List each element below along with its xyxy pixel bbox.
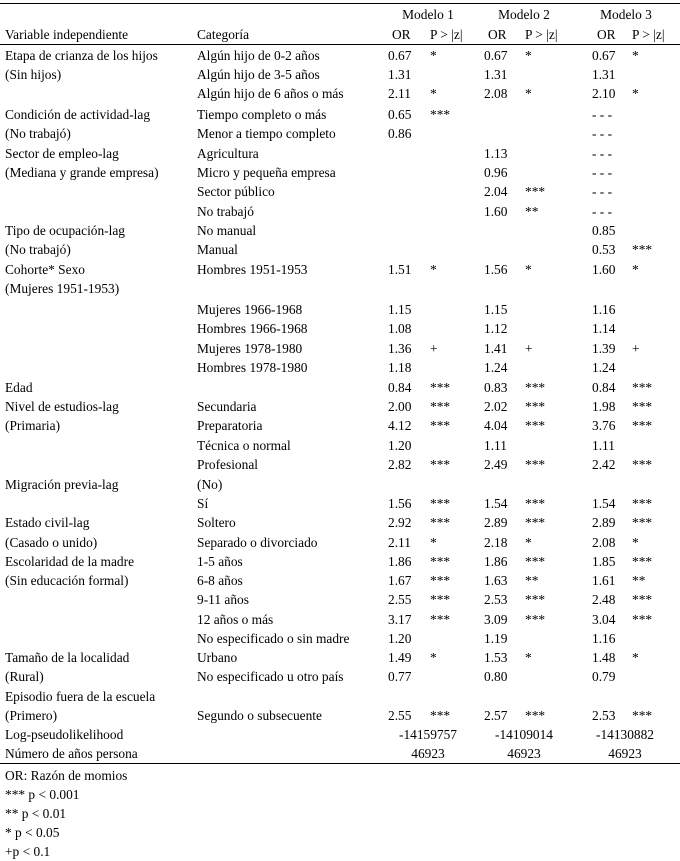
odds-ratio-m3: 0.85 bbox=[592, 223, 616, 238]
odds-ratio-m3: 1.11 bbox=[592, 438, 615, 453]
category-label: Tiempo completo o más bbox=[197, 107, 327, 122]
odds-ratio-m2: 2.57 bbox=[484, 708, 508, 723]
category-label: Secundaria bbox=[197, 399, 257, 414]
n-m1: 46923 bbox=[411, 746, 445, 761]
p-header-2: P > |z| bbox=[525, 27, 558, 42]
significance-m1: *** bbox=[430, 457, 451, 472]
odds-ratio-m2: 1.19 bbox=[484, 631, 508, 646]
odds-ratio-m3: - - - bbox=[592, 204, 613, 219]
significance-m3: *** bbox=[632, 242, 653, 257]
significance-m3: * bbox=[632, 86, 639, 101]
significance-m1: *** bbox=[430, 708, 451, 723]
significance-m3: *** bbox=[632, 592, 653, 607]
significance-m2: *** bbox=[525, 612, 546, 627]
odds-ratio-m1: 0.65 bbox=[388, 107, 412, 122]
significance-m1: *** bbox=[430, 418, 451, 433]
variable-label: Tipo de ocupación-lag bbox=[5, 223, 125, 238]
category-label: 6-8 años bbox=[197, 573, 243, 588]
significance-m3: *** bbox=[632, 612, 653, 627]
variable-label: Sector de empleo-lag bbox=[5, 146, 119, 161]
odds-ratio-m3: 1.85 bbox=[592, 554, 616, 569]
variable-label: Episodio fuera de la escuela bbox=[5, 689, 156, 704]
odds-ratio-m2: 0.83 bbox=[484, 380, 508, 395]
loglik-label: Log-pseudolikelihood bbox=[5, 727, 124, 742]
significance-m2: + bbox=[525, 341, 533, 356]
significance-m1: *** bbox=[430, 399, 451, 414]
odds-ratio-m2: 3.09 bbox=[484, 612, 508, 627]
variable-label: (Casado o unido) bbox=[5, 535, 98, 550]
odds-ratio-m1: 0.67 bbox=[388, 48, 412, 63]
odds-ratio-m2: 1.86 bbox=[484, 554, 508, 569]
odds-ratio-m3: 1.54 bbox=[592, 496, 616, 511]
variable-label: Estado civil-lag bbox=[5, 515, 90, 530]
model-header-1: Modelo 1 bbox=[402, 7, 454, 22]
category-label: Preparatoria bbox=[197, 418, 263, 433]
category-label: 12 años o más bbox=[197, 612, 274, 627]
significance-m1: * bbox=[430, 535, 437, 550]
p-header-1: P > |z| bbox=[430, 27, 463, 42]
odds-ratio-m3: 2.42 bbox=[592, 457, 616, 472]
odds-ratio-m3: 1.14 bbox=[592, 321, 616, 336]
odds-ratio-m3: 0.53 bbox=[592, 242, 616, 257]
category-label: Hombres 1966-1968 bbox=[197, 321, 308, 336]
significance-m2: ** bbox=[525, 573, 539, 588]
variable-label: (Rural) bbox=[5, 669, 44, 684]
category-label: Soltero bbox=[197, 515, 236, 530]
odds-ratio-m1: 1.20 bbox=[388, 631, 412, 646]
or-header-1: OR bbox=[392, 27, 411, 42]
significance-m2: *** bbox=[525, 592, 546, 607]
category-column-header: Categoría bbox=[197, 27, 250, 42]
loglik-m1: -14159757 bbox=[398, 727, 458, 742]
odds-ratio-m2: 0.96 bbox=[484, 165, 508, 180]
odds-ratio-m1: 1.67 bbox=[388, 573, 412, 588]
odds-ratio-m2: 1.24 bbox=[484, 360, 508, 375]
significance-m2: * bbox=[525, 262, 532, 277]
significance-m2: *** bbox=[525, 184, 546, 199]
significance-m3: * bbox=[632, 48, 639, 63]
odds-ratio-m1: 1.49 bbox=[388, 650, 412, 665]
significance-m1: * bbox=[430, 650, 437, 665]
header-rule bbox=[0, 44, 680, 45]
odds-ratio-m2: 4.04 bbox=[484, 418, 508, 433]
odds-ratio-m1: 0.84 bbox=[388, 380, 412, 395]
odds-ratio-m1: 2.92 bbox=[388, 515, 412, 530]
p-header-3: P > |z| bbox=[632, 27, 665, 42]
odds-ratio-m1: 0.77 bbox=[388, 669, 412, 684]
variable-label: (Sin educación formal) bbox=[5, 573, 129, 588]
significance-m2: * bbox=[525, 650, 532, 665]
category-label: Algún hijo de 6 años o más bbox=[197, 86, 344, 101]
significance-m2: *** bbox=[525, 554, 546, 569]
loglik-m2: -14109014 bbox=[494, 727, 554, 742]
odds-ratio-m2: 1.31 bbox=[484, 67, 508, 82]
odds-ratio-m3: - - - bbox=[592, 107, 613, 122]
odds-ratio-m2: 1.53 bbox=[484, 650, 508, 665]
significance-m2: *** bbox=[525, 515, 546, 530]
variable-column-header: Variable independiente bbox=[5, 27, 129, 42]
significance-m3: *** bbox=[632, 554, 653, 569]
significance-m2: *** bbox=[525, 418, 546, 433]
variable-label: (Mujeres 1951-1953) bbox=[5, 281, 120, 296]
significance-m3: *** bbox=[632, 515, 653, 530]
significance-m3: + bbox=[632, 341, 640, 356]
odds-ratio-m3: - - - bbox=[592, 184, 613, 199]
note-2: *** p < 0.001 bbox=[5, 787, 80, 802]
odds-ratio-m3: 0.79 bbox=[592, 669, 616, 684]
variable-label: Escolaridad de la madre bbox=[5, 554, 135, 569]
significance-m3: *** bbox=[632, 399, 653, 414]
significance-m2: *** bbox=[525, 399, 546, 414]
significance-m2: * bbox=[525, 535, 532, 550]
category-label: Agricultura bbox=[197, 146, 259, 161]
significance-m2: *** bbox=[525, 380, 546, 395]
significance-m1: * bbox=[430, 86, 437, 101]
category-label: Mujeres 1978-1980 bbox=[197, 341, 303, 356]
category-label: Algún hijo de 3-5 años bbox=[197, 67, 320, 82]
odds-ratio-m2: 2.04 bbox=[484, 184, 508, 199]
odds-ratio-m2: 2.53 bbox=[484, 592, 508, 607]
odds-ratio-m2: 1.56 bbox=[484, 262, 508, 277]
category-label: No trabajó bbox=[197, 204, 254, 219]
variable-label: Migración previa-lag bbox=[5, 477, 119, 492]
note-1: OR: Razón de momios bbox=[5, 768, 128, 783]
variable-label: (No trabajó) bbox=[5, 242, 71, 257]
category-label: Hombres 1951-1953 bbox=[197, 262, 308, 277]
n-m2: 46923 bbox=[507, 746, 541, 761]
note-3: ** p < 0.01 bbox=[5, 806, 67, 821]
variable-label: (Primaria) bbox=[5, 418, 61, 433]
category-label: Menor a tiempo completo bbox=[197, 126, 336, 141]
significance-m3: *** bbox=[632, 457, 653, 472]
variable-label: Edad bbox=[5, 380, 33, 395]
odds-ratio-m1: 3.17 bbox=[388, 612, 412, 627]
significance-m1: * bbox=[430, 48, 437, 63]
significance-m1: * bbox=[430, 262, 437, 277]
odds-ratio-m2: 2.02 bbox=[484, 399, 508, 414]
significance-m2: * bbox=[525, 48, 532, 63]
odds-ratio-m1: 1.36 bbox=[388, 341, 412, 356]
category-label: 1-5 años bbox=[197, 554, 243, 569]
category-label: Profesional bbox=[197, 457, 258, 472]
odds-ratio-m3: 2.48 bbox=[592, 592, 616, 607]
odds-ratio-m1: 1.56 bbox=[388, 496, 412, 511]
significance-m3: *** bbox=[632, 418, 653, 433]
odds-ratio-m1: 0.86 bbox=[388, 126, 412, 141]
odds-ratio-m3: - - - bbox=[592, 126, 613, 141]
significance-m1: *** bbox=[430, 592, 451, 607]
variable-label: (Mediana y grande empresa) bbox=[5, 165, 159, 180]
model-header-3: Modelo 3 bbox=[600, 7, 652, 22]
significance-m3: * bbox=[632, 535, 639, 550]
category-label: Técnica o normal bbox=[197, 438, 291, 453]
significance-m1: *** bbox=[430, 573, 451, 588]
odds-ratio-m3: 1.16 bbox=[592, 302, 616, 317]
variable-label: Cohorte* Sexo bbox=[5, 262, 85, 277]
variable-label: Nivel de estudios-lag bbox=[5, 399, 119, 414]
odds-ratio-m1: 1.08 bbox=[388, 321, 412, 336]
significance-m3: *** bbox=[632, 496, 653, 511]
odds-ratio-m3: - - - bbox=[592, 146, 613, 161]
odds-ratio-m2: 0.67 bbox=[484, 48, 508, 63]
bottom-rule bbox=[0, 763, 680, 764]
odds-ratio-m3: - - - bbox=[592, 165, 613, 180]
odds-ratio-m1: 2.00 bbox=[388, 399, 412, 414]
significance-m1: + bbox=[430, 341, 438, 356]
significance-m2: *** bbox=[525, 708, 546, 723]
loglik-m3: -14130882 bbox=[595, 727, 655, 742]
category-label: No especificado u otro país bbox=[197, 669, 344, 684]
odds-ratio-m1: 2.11 bbox=[388, 86, 411, 101]
significance-m3: * bbox=[632, 650, 639, 665]
significance-m3: *** bbox=[632, 708, 653, 723]
odds-ratio-m3: 2.10 bbox=[592, 86, 616, 101]
variable-label: Tamaño de la localidad bbox=[5, 650, 130, 665]
note-4: * p < 0.05 bbox=[5, 825, 60, 840]
note-5: +p < 0.1 bbox=[5, 844, 51, 859]
variable-label: (Primero) bbox=[5, 708, 58, 723]
odds-ratio-m3: 0.84 bbox=[592, 380, 616, 395]
odds-ratio-m2: 0.80 bbox=[484, 669, 508, 684]
odds-ratio-m3: 1.31 bbox=[592, 67, 616, 82]
odds-ratio-m2: 1.15 bbox=[484, 302, 508, 317]
category-label: Separado o divorciado bbox=[197, 535, 318, 550]
significance-m3: *** bbox=[632, 380, 653, 395]
category-label: Manual bbox=[197, 242, 238, 257]
significance-m1: *** bbox=[430, 554, 451, 569]
category-label: 9-11 años bbox=[197, 592, 249, 607]
or-header-3: OR bbox=[597, 27, 616, 42]
odds-ratio-m3: 1.48 bbox=[592, 650, 616, 665]
odds-ratio-m3: 1.98 bbox=[592, 399, 616, 414]
odds-ratio-m1: 1.20 bbox=[388, 438, 412, 453]
variable-label: (No trabajó) bbox=[5, 126, 71, 141]
odds-ratio-m2: 2.18 bbox=[484, 535, 508, 550]
odds-ratio-m2: 1.41 bbox=[484, 341, 508, 356]
odds-ratio-m3: 3.76 bbox=[592, 418, 616, 433]
or-header-2: OR bbox=[488, 27, 507, 42]
odds-ratio-m3: 1.39 bbox=[592, 341, 616, 356]
odds-ratio-m3: 2.08 bbox=[592, 535, 616, 550]
odds-ratio-m2: 1.11 bbox=[484, 438, 507, 453]
odds-ratio-m2: 1.13 bbox=[484, 146, 508, 161]
n-label: Número de años persona bbox=[5, 746, 138, 761]
odds-ratio-m1: 1.86 bbox=[388, 554, 412, 569]
odds-ratio-m1: 2.82 bbox=[388, 457, 412, 472]
significance-m2: * bbox=[525, 86, 532, 101]
significance-m1: *** bbox=[430, 380, 451, 395]
category-label: Segundo o subsecuente bbox=[197, 708, 322, 723]
category-label: No especificado o sin madre bbox=[197, 631, 350, 646]
odds-ratio-m3: 3.04 bbox=[592, 612, 616, 627]
model-header-2: Modelo 2 bbox=[498, 7, 550, 22]
significance-m2: *** bbox=[525, 496, 546, 511]
odds-ratio-m3: 0.67 bbox=[592, 48, 616, 63]
category-label: Algún hijo de 0-2 años bbox=[197, 48, 320, 63]
odds-ratio-m2: 2.08 bbox=[484, 86, 508, 101]
odds-ratio-m2: 2.49 bbox=[484, 457, 508, 472]
variable-label: Condición de actividad-lag bbox=[5, 107, 151, 122]
odds-ratio-m1: 2.55 bbox=[388, 708, 412, 723]
category-label: Sí bbox=[197, 496, 209, 511]
category-label: Hombres 1978-1980 bbox=[197, 360, 308, 375]
odds-ratio-m1: 1.18 bbox=[388, 360, 412, 375]
significance-m3: ** bbox=[632, 573, 646, 588]
category-label: Mujeres 1966-1968 bbox=[197, 302, 303, 317]
significance-m1: *** bbox=[430, 107, 451, 122]
odds-ratio-m2: 2.89 bbox=[484, 515, 508, 530]
odds-ratio-m1: 4.12 bbox=[388, 418, 412, 433]
odds-ratio-m3: 1.61 bbox=[592, 573, 616, 588]
odds-ratio-m1: 1.51 bbox=[388, 262, 412, 277]
odds-ratio-m3: 1.24 bbox=[592, 360, 616, 375]
category-label: Urbano bbox=[197, 650, 238, 665]
significance-m1: *** bbox=[430, 496, 451, 511]
odds-ratio-m1: 1.15 bbox=[388, 302, 412, 317]
category-label: Micro y pequeña empresa bbox=[197, 165, 336, 180]
significance-m1: *** bbox=[430, 515, 451, 530]
odds-ratio-m1: 2.55 bbox=[388, 592, 412, 607]
significance-m3: * bbox=[632, 262, 639, 277]
n-m3: 46923 bbox=[608, 746, 642, 761]
variable-label: (Sin hijos) bbox=[5, 67, 62, 82]
odds-ratio-m2: 1.12 bbox=[484, 321, 508, 336]
category-label: Sector público bbox=[197, 184, 275, 199]
odds-ratio-m3: 2.53 bbox=[592, 708, 616, 723]
odds-ratio-m1: 1.31 bbox=[388, 67, 412, 82]
significance-m1: *** bbox=[430, 612, 451, 627]
odds-ratio-m2: 1.54 bbox=[484, 496, 508, 511]
odds-ratio-m3: 1.16 bbox=[592, 631, 616, 646]
significance-m2: *** bbox=[525, 457, 546, 472]
odds-ratio-m3: 1.60 bbox=[592, 262, 616, 277]
variable-label: Etapa de crianza de los hijos bbox=[5, 48, 158, 63]
category-label: (No) bbox=[197, 477, 223, 492]
significance-m2: ** bbox=[525, 204, 539, 219]
odds-ratio-m1: 2.11 bbox=[388, 535, 411, 550]
top-rule bbox=[0, 3, 680, 4]
category-label: No manual bbox=[197, 223, 257, 238]
odds-ratio-m3: 2.89 bbox=[592, 515, 616, 530]
odds-ratio-m2: 1.63 bbox=[484, 573, 508, 588]
odds-ratio-m2: 1.60 bbox=[484, 204, 508, 219]
